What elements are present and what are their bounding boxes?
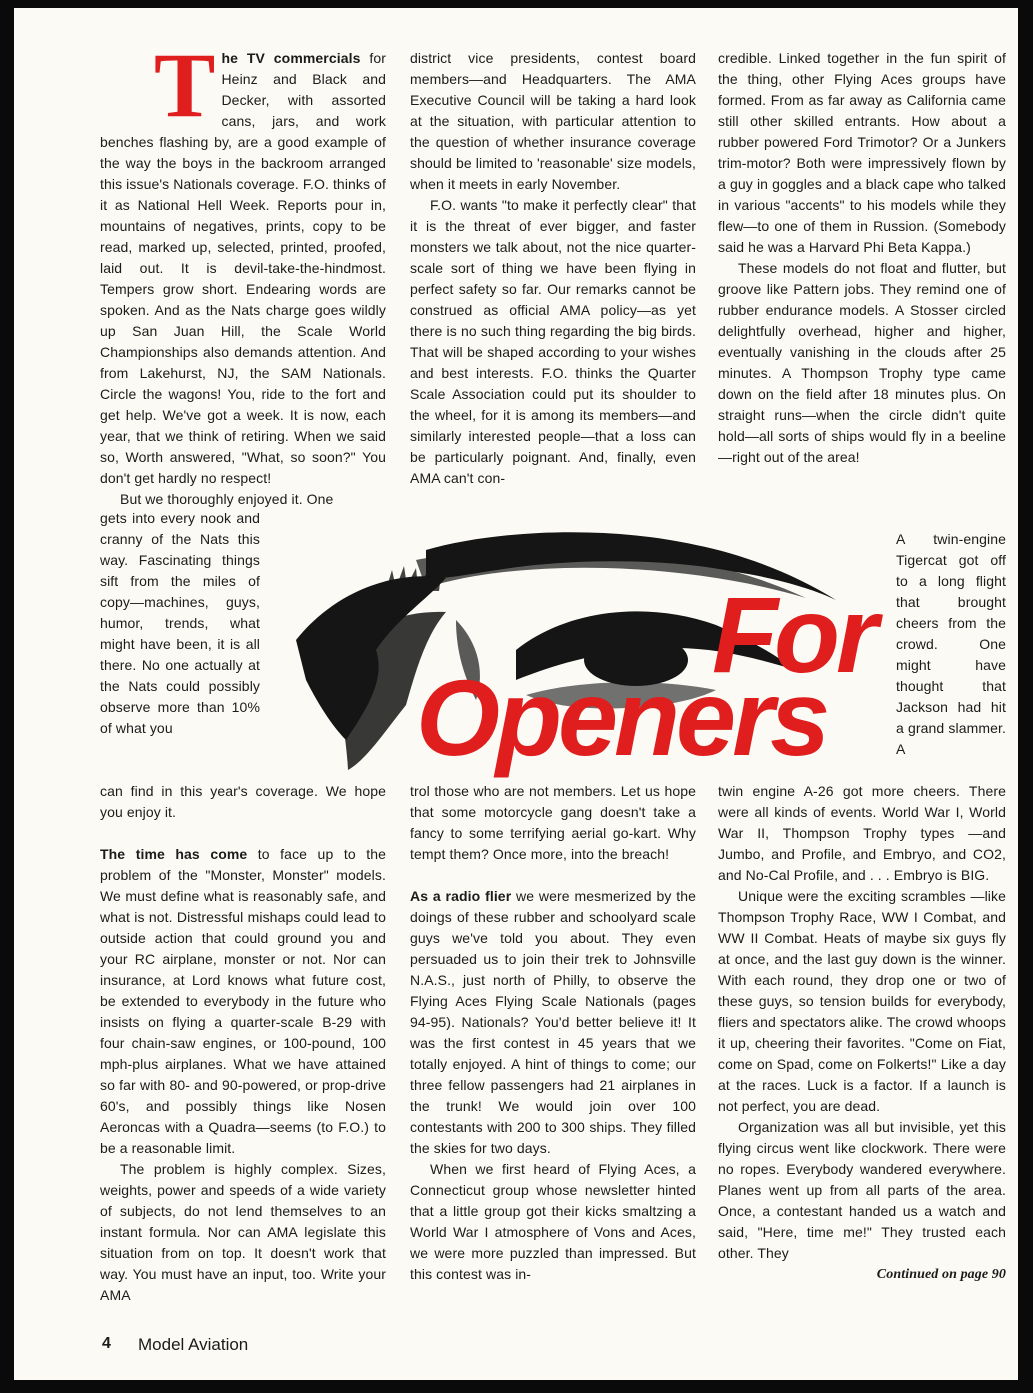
headline-openers: Openers bbox=[416, 657, 827, 778]
continued-note: Continued on page 90 bbox=[876, 1267, 1006, 1282]
paragraph: Unique were the exciting scrambles —like Thompson Trophy Race, WW I Combat, and WW II Combat. Heats of maybe six guys fly at once, and the last guy down is the winner. With each round, they drop one or two of these guys, so tension builds for everybody, fliers and spectators alike. The crowd whoops it up, cheering their favorites. "Come on Fiat, come on Spad, come on Folkerts!" Like a day at the races. Luck is a factor. If a launch is not perfect, you are dead. bbox=[718, 888, 1006, 1114]
paragraph: can find in this year's coverage. We hope you enjoy it. bbox=[100, 783, 386, 820]
paragraph: When we first heard of Flying Aces, a Connecticut group whose newsletter hinted that a little group got their kicks smaltzing a World War I atmosphere of Vons and Aces, we were more puzzled than impressed. But this contest was in- bbox=[410, 1161, 696, 1282]
paragraph: trol those who are not members. Let us hope that some motorcycle gang doesn't take a fancy to some terrifying aerial go-kart. Why tempt them? Once more, into the breach! bbox=[410, 783, 696, 862]
paragraph bbox=[410, 886, 696, 1159]
paragraph: The problem is highly complex. Sizes, weights, power and speeds of a wide variety of subjects, do not lend themselves to an instant formula. Nor can AMA legislate this situation from on top. It doesn't work that way. You must have an input, too. Write your AMA bbox=[100, 1161, 386, 1303]
column-2-top bbox=[410, 48, 696, 489]
headline-for: For bbox=[712, 574, 874, 695]
paragraph: These models do not float and flutter, but groove like Pattern jobs. They remind one of rubber endurance models. A Stosser circled delightfully overhead, higher and higher, eventually vanishing in the clouds after 25 minutes. A Thompson Trophy type came down on the field after 18 minutes plus. On straight runs—when the circle didn't quite hold—all sorts of ships would fly in a beeline—right out of the area! bbox=[718, 260, 1006, 465]
lead-in: As a radio flier bbox=[410, 888, 512, 904]
column-3-wrap: A twin-engine Tigercat got off to a long flight that brought cheers from the crowd. One might have thought that Jackson had hit a grand slammer. A bbox=[896, 531, 1006, 757]
paragraph: F.O. wants "to make it perfectly clear" that it is the threat of ever bigger, and faster monsters we talk about, not the nice quarter-scale sort of thing we have been flying in perfect safety so far. Our remarks cannot be construed as official AMA policy—as yet there is no such thing regarding the big birds. That will be shaped according to your wishes and best interests. F.O. thinks the Quarter Scale Association could put its shoulder to the wheel, for it is among its members—and similarly interested people—that a loss can be particularly poignant. And, finally, even AMA can't con- bbox=[410, 197, 696, 486]
paragraph-text: for Heinz and Black and Decker, with assorted cans, jars, and work benches flashing by, are a good example of the way the boys in the backroom arranged this issue's Nationals coverage. F.O. thinks of it as National Hell Week. Reports pour in, mountains of negatives, prints, copy to be read, marked up, selected, printed, proofed, laid out. It is devil-take-the-hindmost. Tempers grow short. Endearing words are spoken. And as the Nats charge goes wildly up San Juan Hill, the Scale World Championships also demands attention. And from Lakehurst, NJ, the SAM Nationals. Circle the wagons! You, ride to the fort and get help. We've got a week. It is now, each year, that we think of retiring. When we said so, Worth answered, "What, so soon?" You don't get hardly no respect! bbox=[100, 50, 386, 486]
paragraph-text: we were mesmerized by the doings of these rubber and schoolyard scale guys we've told you about. They even persuaded us to join their trek to Johnsville N.A.S., just north of Philly, to observe the Flying Aces Flying Scale Nationals (pages 94-95). Nationals? You'd better believe it! It was the first contest in 45 years that we totally enjoyed. A hint of things to come; our three fellow passengers had 21 airplanes in the trunk! We would join over 100 contestants with 200 to 300 ships. They filled the skies for two days. bbox=[410, 888, 697, 1156]
publication-name: Model Aviation bbox=[138, 1335, 249, 1354]
lead-in: The time has come bbox=[100, 846, 248, 862]
column-1-wrap: gets into every nook and cranny of the Nats this way. Fascinating things sift from the miles of copy—machines, guys, humor, trends, what might have been, it is all there. No one actually at the Nats could possibly observe more than 10% of what you bbox=[100, 510, 260, 736]
column-1-bottom bbox=[100, 781, 386, 1306]
paragraph: credible. Linked together in the fun spirit of the thing, other Flying Aces groups have formed. From as far away as California came still other skilled entrants. How about a rubber powered Ford Trimotor? Or a Junkers trim-motor? Both were impressively flown by a guy in goggles and a black cape who talked in various "accents" to his models while they flew—to one of them in Russion. (Somebody said he was a Harvard Phi Beta Kappa.) bbox=[718, 50, 1006, 255]
lead-in: he TV commercials bbox=[221, 50, 361, 66]
paragraph bbox=[100, 844, 386, 1159]
column-3-top bbox=[718, 48, 1006, 468]
page-number: 4 bbox=[102, 1335, 111, 1352]
paragraph: Organization was all but invisible, yet this flying circus went like clockwork. There were no ropes. Everybody wandered everywhere. Planes went up from all parts of the area. Once, a contestant handed us a watch and said, "Here, time me!" They trusted each other. They bbox=[718, 1119, 1006, 1261]
paragraph bbox=[100, 34, 386, 489]
column-1-top bbox=[100, 34, 386, 510]
magazine-page bbox=[14, 8, 1018, 1380]
drop-cap: T bbox=[154, 34, 216, 136]
column-3-bottom bbox=[718, 781, 1006, 1285]
paragraph-text: to face up to the problem of the "Monster, Monster" models. We must define what is reasonably safe, and what is not. Distressful mishaps could lead to outside action that could ground you and your RC airplane, monster or not. Nor can insurance, at Lord knows what future cost, be extended to everybody in the future who insists on flying a quarter-scale B-29 with four chain-saw engines, or 100-pound, 100 mph-plus airplanes. What we have attained so far with 80- and 90-powered, or prop-drive 60's, and possibly things like Nosen Aeroncas with a Quadra—seems (to F.O.) to be a reasonable limit. bbox=[100, 846, 386, 1156]
paragraph: district vice presidents, contest board members—and Headquarters. The AMA Executive Council will be taking a hard look at the situation, with particular attention to the question of whether insurance coverage should be limited to 'reasonable' size models, when it meets in early November. bbox=[410, 50, 696, 192]
paragraph: twin engine A-26 got more cheers. There were all kinds of events. World War I, World War II, Thompson Trophy types —and Jumbo, and Profile, and Embryo, and CO2, and No-Cal Profile, and . . . Embryo is BIG. bbox=[718, 783, 1006, 883]
column-2-bottom bbox=[410, 781, 696, 1285]
paragraph: But we thoroughly enjoyed it. One bbox=[120, 491, 334, 507]
